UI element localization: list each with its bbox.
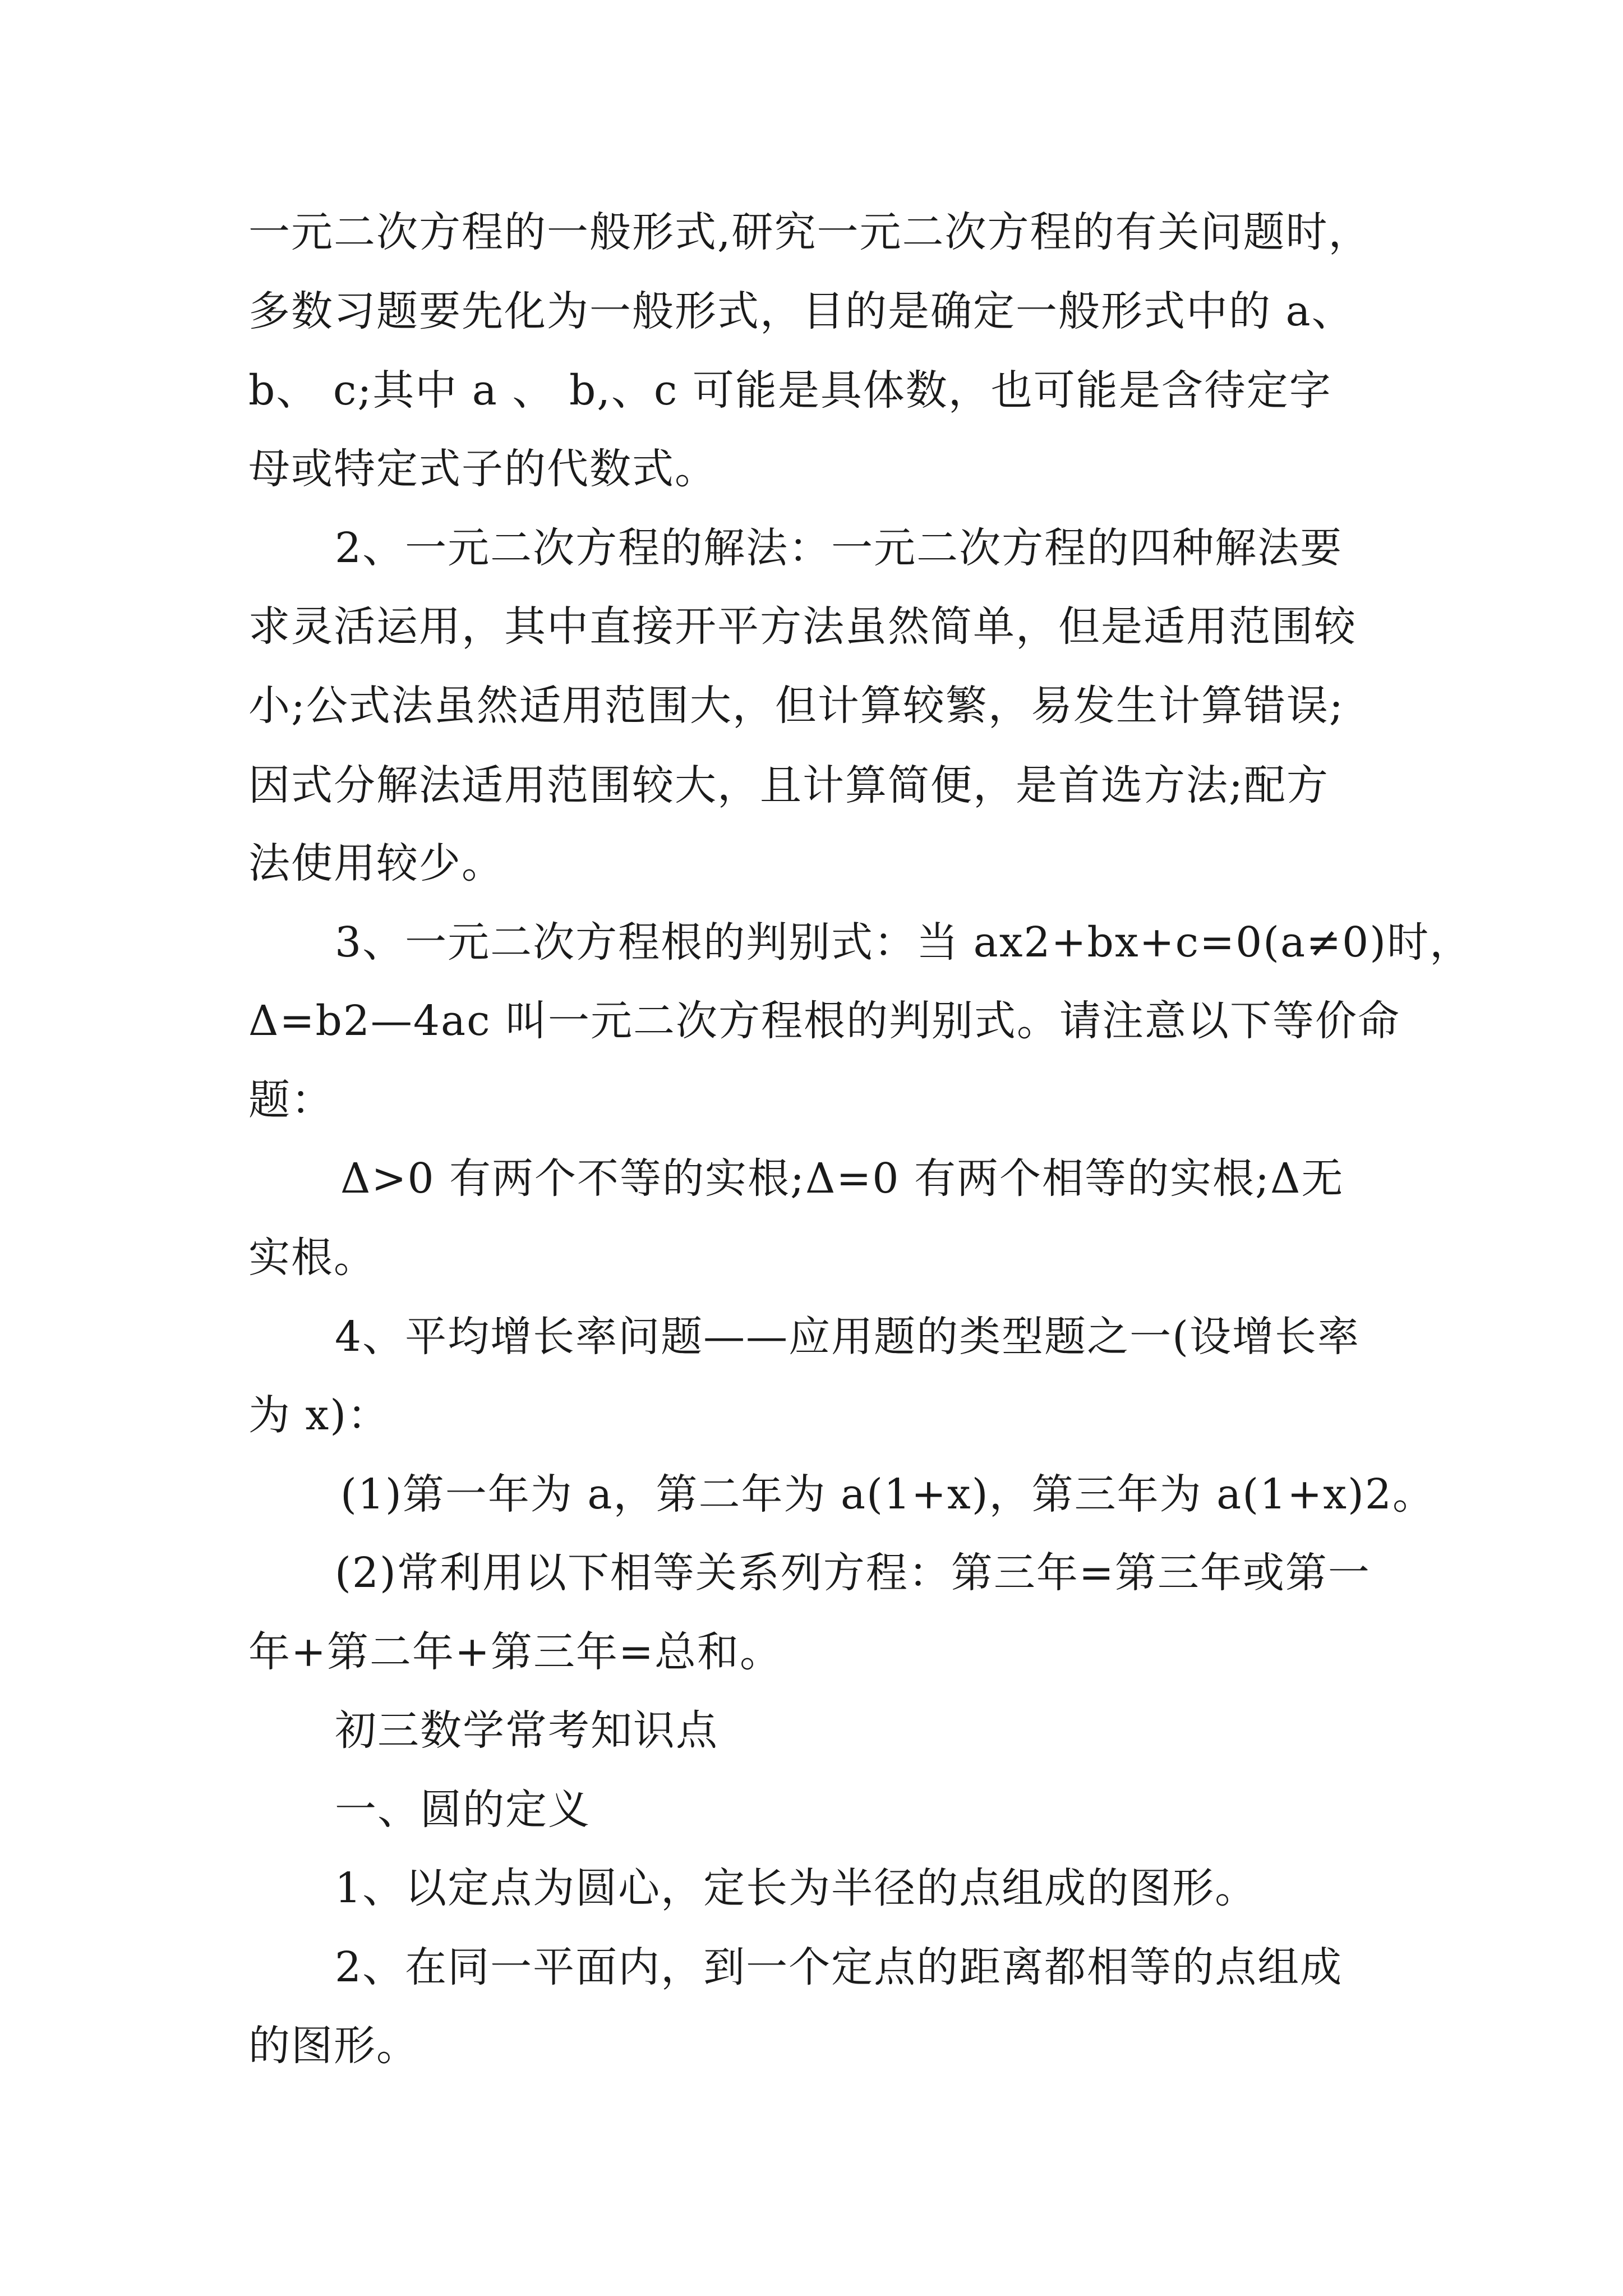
text-line: (1)第一年为 a，第二年为 a(1+x)，第三年为 a(1+x)2。	[340, 1470, 1435, 1519]
subsection-heading: 一、圆的定义	[335, 1786, 591, 1834]
text-line: Δ>0 有两个不等的实根;Δ=0 有两个相等的实根;Δ无	[340, 1154, 1344, 1203]
text-line: 求灵活运用，其中直接开平方法虽然简单，但是适用范围较	[248, 602, 1357, 651]
text-line: 法使用较少。	[248, 839, 504, 887]
text-line: 小;公式法虽然适用范围大，但计算较繁，易发生计算错误;	[248, 682, 1344, 730]
text-line: 为 x)：	[248, 1391, 390, 1439]
text-line: 1、以定点为圆心，定长为半径的点组成的图形。	[335, 1864, 1258, 1912]
text-line: 2、在同一平面内，到一个定点的距离都相等的点组成	[335, 1943, 1343, 1991]
text-line: 4、平均增长率问题——应用题的类型题之一(设增长率	[335, 1313, 1360, 1361]
text-line: 年+第二年+第三年=总和。	[248, 1628, 783, 1676]
text-line: (2)常利用以下相等关系列方程：第三年=第三年或第一	[335, 1549, 1371, 1597]
text-line: 2、一元二次方程的解法：一元二次方程的四种解法要	[335, 524, 1343, 572]
text-line: 题：	[248, 1076, 334, 1124]
section-heading: 初三数学常考知识点	[335, 1706, 718, 1755]
text-line: 实根。	[248, 1234, 376, 1282]
text-line: 一元二次方程的一般形式,研究一元二次方程的有关问题时，	[248, 208, 1371, 256]
text-line: 因式分解法适用范围较大，且计算简便，是首选方法;配方	[248, 761, 1329, 809]
text-line: 多数习题要先化为一般形式，目的是确定一般形式中的 a、	[248, 287, 1354, 335]
text-line: Δ=b2—4ac 叫一元二次方程根的判别式。请注意以下等价命	[248, 997, 1401, 1045]
text-line: 的图形。	[248, 2022, 419, 2070]
text-line: 母或特定式子的代数式。	[248, 445, 717, 493]
text-line: b、 c;其中 a 、 b,、c 可能是具体数，也可能是含待定字	[248, 366, 1332, 415]
text-line: 3、一元二次方程根的判别式：当 ax2+bx+c=0(a≠0)时，	[335, 918, 1473, 967]
